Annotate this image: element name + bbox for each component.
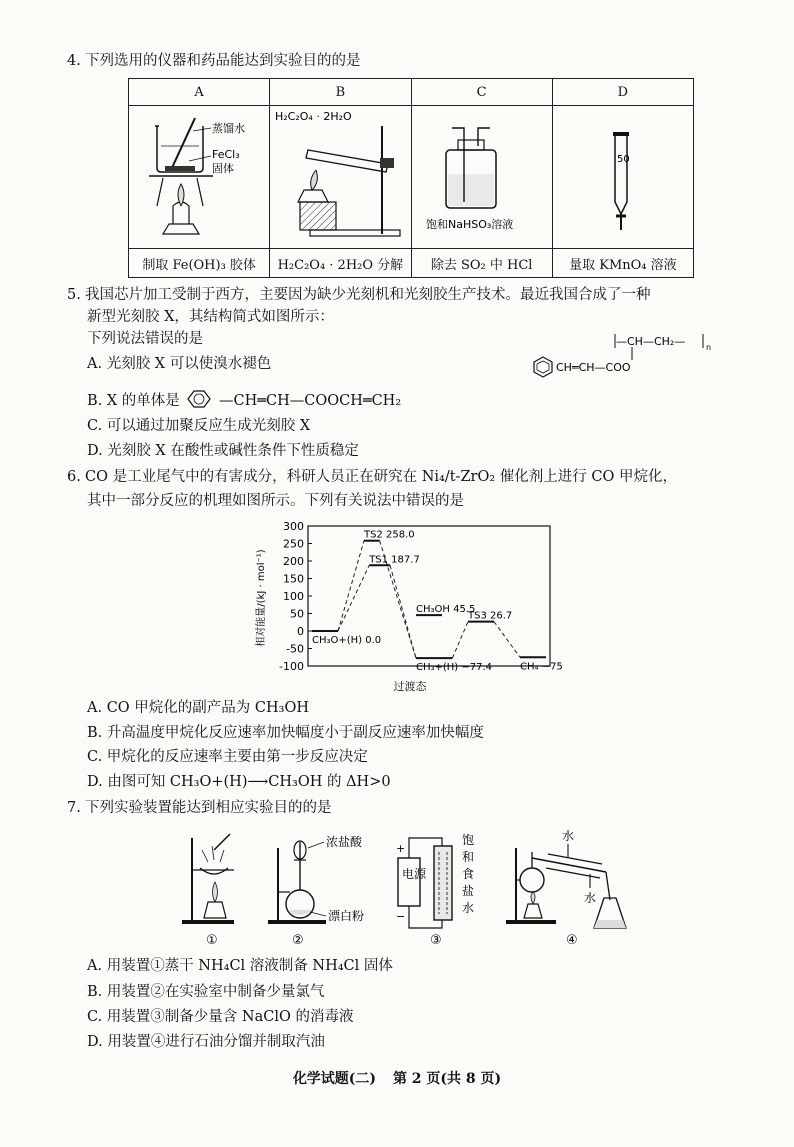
device-1-evaporating-dish bbox=[182, 834, 234, 948]
gas-washing-bottle-illustration bbox=[412, 106, 553, 244]
q4-apparatus-b bbox=[270, 106, 411, 249]
q5-option-d: D. 光刻胶 X 在酸性或碱性条件下性质稳定 bbox=[87, 443, 359, 459]
device-3-power-label: 电源 bbox=[402, 867, 427, 881]
q4-purpose-d: 量取 KMnO₄ 溶液 bbox=[552, 249, 693, 278]
q6-option-c: C. 甲烷化的反应速率主要由第一步反应决定 bbox=[87, 749, 368, 765]
q7-option-d: D. 用装置④进行石油分馏并制取汽油 bbox=[87, 1034, 325, 1050]
device-3-number: ③ bbox=[430, 933, 442, 948]
chart-ylabel: 相对能量/(kJ · mol⁻¹) bbox=[256, 549, 267, 647]
device-3-brine-label: 饱和食盐水 bbox=[462, 833, 475, 915]
chart-level-label-3: CH₃OH 45.5 bbox=[416, 604, 476, 616]
burette-illustration bbox=[553, 106, 694, 244]
beaker-burner-illustration bbox=[129, 106, 270, 244]
device-1-number: ① bbox=[206, 933, 218, 948]
chart-level-label-4: CH₃+(H) −77.4 bbox=[416, 662, 493, 674]
q7-stem: 7. 下列实验装置能达到相应实验目的的是 bbox=[67, 800, 332, 816]
q4-a-water-label: 蒸馏水 bbox=[212, 122, 245, 135]
chart-ytick-label-8: -100 bbox=[279, 660, 304, 673]
q7-option-b: B. 用装置②在实验室中制备少量氯气 bbox=[87, 984, 325, 1000]
q4-apparatus-c bbox=[411, 106, 552, 249]
q7-option-a: A. 用装置①蒸干 NH₄Cl 溶液制备 NH₄Cl 固体 bbox=[87, 958, 393, 974]
chart-ytick-label-0: 300 bbox=[283, 520, 304, 533]
chart-ytick-label-6: 0 bbox=[297, 625, 304, 638]
device-2-bleach-label: 漂白粉 bbox=[328, 909, 365, 923]
device-4-distillation bbox=[506, 828, 626, 948]
chart-ytick-label-5: 50 bbox=[290, 607, 304, 621]
q4-header-b: B bbox=[270, 79, 411, 106]
device-3-plus-sign: + bbox=[396, 842, 406, 855]
q5-structure-chain: —CH—CH₂— bbox=[616, 335, 686, 348]
device-4-number: ④ bbox=[566, 933, 578, 948]
q4-apparatus-d bbox=[552, 106, 693, 249]
q4-b-reagent-label: H₂C₂O₄ · 2H₂O bbox=[275, 110, 352, 123]
q4-c-solution-label: 饱和NaHSO₃溶液 bbox=[425, 218, 513, 231]
chart-ytick-label-2: 200 bbox=[283, 555, 304, 568]
q5-option-a: A. 光刻胶 X 可以使溴水褪色 bbox=[87, 356, 272, 372]
chart-ytick-label-3: 150 bbox=[283, 572, 304, 586]
q5-structure-subscript: n bbox=[706, 343, 712, 352]
q6-option-b: B. 升高温度甲烷化反应速率加快幅度小于副反应速率加快幅度 bbox=[87, 725, 484, 741]
device-2-number: ② bbox=[292, 933, 304, 948]
device-2-hcl-label: 浓盐酸 bbox=[326, 835, 363, 849]
q5-option-b: B. X 的单体是 —CH═CH—COOCH═CH₂ bbox=[87, 388, 401, 412]
q5-stem-line3: 下列说法错误的是 bbox=[87, 331, 203, 347]
q4-header-d: D bbox=[552, 79, 693, 106]
chart-ytick-label-4: 100 bbox=[283, 590, 304, 603]
q5-structure-side: CH═CH—COO bbox=[556, 361, 631, 374]
q6-stem-line2: 其中一部分反应的机理如图所示。下列有关说法中错误的是 bbox=[87, 493, 464, 509]
q7-apparatus-row bbox=[170, 828, 640, 950]
q5-stem-line2: 新型光刻胶 X，其结构简式如图所示： bbox=[87, 309, 334, 325]
q7-option-c: C. 用装置③制备少量含 NaClO 的消毒液 bbox=[87, 1009, 354, 1025]
q6-option-d: D. 由图可知 CH₃O+(H)⟶CH₃OH 的 ΔH>0 bbox=[87, 774, 391, 790]
chart-xlabel: 过渡态 bbox=[393, 680, 427, 693]
chart-connector-4 bbox=[452, 622, 468, 658]
device-3-electrolysis-cell bbox=[396, 832, 474, 948]
chart-level-label-2: TS1 187.7 bbox=[369, 554, 420, 566]
q5-option-c: C. 可以通过加聚反应生成光刻胶 X bbox=[87, 418, 311, 434]
q4-a-solid-label: 固体 bbox=[212, 162, 234, 175]
chart-connector-0 bbox=[338, 541, 364, 631]
photoresist-structure bbox=[520, 328, 720, 384]
chart-level-label-6: CH₄ −75 bbox=[520, 661, 563, 673]
benzene-ring-icon bbox=[184, 388, 214, 410]
chart-ytick-label-7: -50 bbox=[286, 642, 304, 656]
chart-connector-5 bbox=[494, 622, 520, 658]
device-4-water-bottom-label: 水 bbox=[584, 891, 597, 905]
test-tube-heating-illustration bbox=[270, 106, 411, 244]
footer-subject: 化学试题(二) bbox=[292, 1071, 377, 1087]
q4-header-a: A bbox=[129, 79, 270, 106]
q4-d-mark-label: 50 bbox=[616, 154, 630, 165]
device-4-water-top-label: 水 bbox=[562, 829, 575, 843]
q6-option-a: A. CO 甲烷化的副产品为 CH₃OH bbox=[87, 700, 309, 716]
q4-table bbox=[128, 78, 694, 278]
chart-level-label-0: CH₃O+(H) 0.0 bbox=[312, 635, 382, 646]
q4-apparatus-a bbox=[129, 106, 270, 249]
chart-ytick-label-1: 250 bbox=[283, 537, 304, 551]
device-2-chlorine-generator bbox=[268, 834, 364, 948]
footer-page: 第 2 页(共 8 页) bbox=[392, 1071, 502, 1087]
q4-purpose-c: 除去 SO₂ 中 HCl bbox=[411, 249, 552, 278]
q4-a-fecl3-label: FeCl₃ bbox=[212, 148, 240, 161]
q4-purpose-a: 制取 Fe(OH)₃ 胶体 bbox=[129, 249, 270, 278]
chart-level-label-5: TS3 26.7 bbox=[468, 610, 513, 622]
chart-level-label-1: TS2 258.0 bbox=[364, 529, 415, 541]
q4-header-c: C bbox=[411, 79, 552, 106]
page-footer bbox=[0, 1068, 794, 1088]
q5-stem-line1: 5. 我国芯片加工受制于西方，主要因为缺少光刻机和光刻胶生产技术。最近我国合成了一种 bbox=[67, 287, 651, 303]
q4-stem: 4. 下列选用的仪器和药品能达到实验目的的是 bbox=[67, 53, 361, 69]
q6-stem-line1: 6. CO 是工业尾气中的有害成分，科研人员正在研究在 Ni₄/t-ZrO₂ 催化剂上进行 CO 甲烷化， bbox=[67, 469, 677, 485]
device-3-minus-sign: − bbox=[396, 910, 406, 923]
q4-purpose-b: H₂C₂O₄ · 2H₂O 分解 bbox=[270, 249, 411, 278]
energy-profile-chart bbox=[250, 518, 570, 698]
